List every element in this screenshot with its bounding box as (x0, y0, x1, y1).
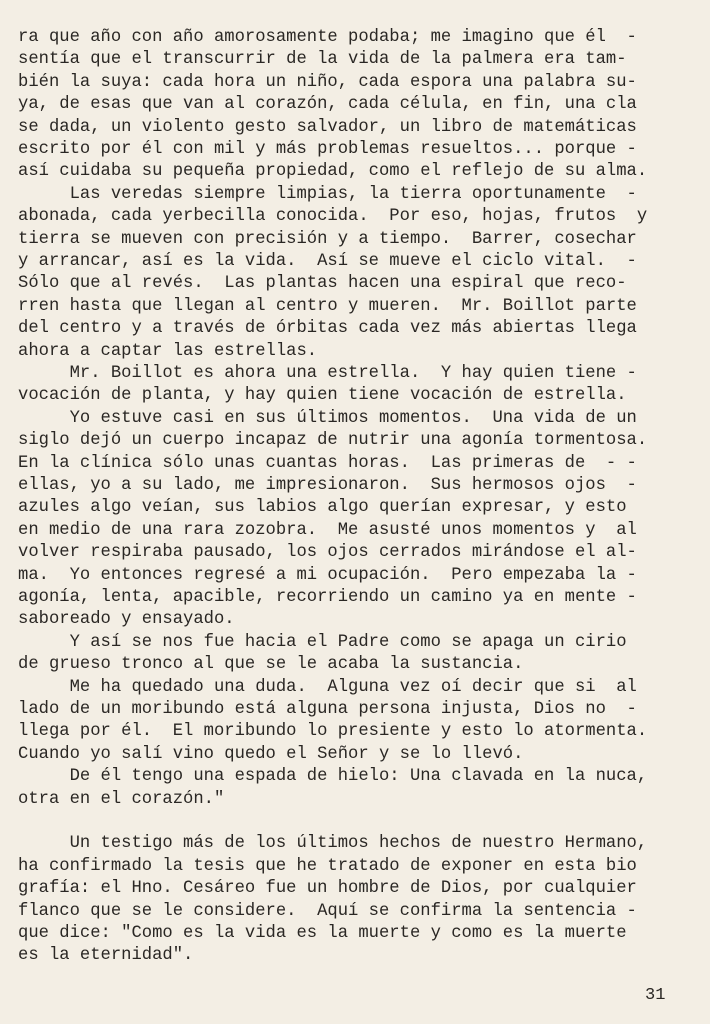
text-line: ma. Yo entonces regresé a mi ocupación. Pero empezaba la - (18, 565, 637, 585)
text-line: de grueso tronco al que se le acaba la sustancia. (18, 655, 524, 675)
text-line: Sólo que al revés. Las plantas hacen una espiral que reco- (18, 274, 627, 294)
text-line: ahora a captar las estrellas. (18, 341, 318, 361)
text-line: escrito por él con mil y más problemas resueltos... porque - (18, 140, 637, 159)
text-line: Yo estuve casi en sus últimos momentos. Una vida de un (18, 408, 637, 428)
text-line: Y así se nos fue hacia el Padre como se apaga un cirio (18, 632, 627, 652)
text-line: Me ha quedado una duda. Alguna vez oí decir que si al (18, 677, 637, 697)
text-line: ellas, yo a su lado, me impresionaron. Sus hermosos ojos - (18, 476, 637, 495)
text-line: ya, de esas que van al corazón, cada célula, en fin, una cla (18, 95, 637, 115)
text-line: bién la suya: cada hora un niño, cada espora una palabra su- (18, 72, 637, 92)
text-line: agonía, lenta, apacible, recorriendo un camino ya en mente - (18, 588, 637, 607)
text-line: otra en el corazón." (18, 789, 225, 809)
text-line: abonada, cada yerbecilla conocida. Por eso, hojas, frutos y (18, 207, 648, 227)
text-line: que dice: "Como es la vida es la muerte y como es la muerte (18, 924, 627, 943)
text-line: así cuidaba su pequeña propiedad, como el reflejo de su alma. (18, 162, 648, 182)
text-line: del centro y a través de órbitas cada vez más abiertas llega (18, 319, 637, 339)
text-line: En la clínica sólo unas cuantas horas. Las primeras de - - (18, 453, 637, 473)
page-number: 31 (645, 986, 666, 1005)
text-line: Mr. Boillot es ahora una estrella. Y hay quien tiene - (18, 364, 637, 383)
text-line: azules algo veían, sus labios algo querían expresar, y esto (18, 498, 627, 518)
text-line: Las veredas siempre limpias, la tierra oportunamente - (18, 184, 637, 204)
text-line: en medio de una rara zozobra. Me asusté unos momentos y al (18, 520, 637, 540)
text-line: sentía que el transcurrir de la vida de la palmera era tam- (18, 50, 627, 70)
text-line: Cuando yo salí vino quedo el Señor y se lo llevó. (18, 744, 524, 764)
text-line: flanco que se le considere. Aquí se confirma la sentencia - (18, 901, 637, 921)
text-line: tierra se mueven con precisión y a tiempo. Barrer, cosechar (18, 229, 637, 249)
text-line: rren hasta que llegan al centro y mueren. Mr. Boillot parte (18, 296, 637, 316)
text-line: saboreado y ensayado. (18, 610, 235, 630)
text-line: se dada, un violento gesto salvador, un libro de matemáticas (18, 117, 637, 137)
text-line: llega por él. El moribundo lo presiente y esto lo atormenta. (18, 722, 648, 742)
text-line: grafía: el Hno. Cesáreo fue un hombre de Dios, por cualquier (18, 879, 637, 899)
text-line: De él tengo una espada de hielo: Una clavada en la nuca, (18, 767, 648, 787)
text-line: lado de un moribundo está alguna persona injusta, Dios no - (18, 700, 637, 719)
text-line: vocación de planta, y hay quien tiene vocación de estrella. (18, 386, 627, 406)
text-line: ra que año con año amorosamente podaba; me imagino que él - (18, 28, 637, 47)
text-line: ha confirmado la tesis que he tratado de exponer en esta bio (18, 856, 637, 876)
text-line: es la eternidad". (18, 946, 194, 966)
text-line: Un testigo más de los últimos hechos de nuestro Hermano, (18, 834, 648, 854)
text-line: volver respiraba pausado, los ojos cerrados mirándose el al- (18, 543, 637, 563)
text-line: siglo dejó un cuerpo incapaz de nutrir una agonía tormentosa. (18, 431, 648, 451)
text-line: y arrancar, así es la vida. Así se mueve el ciclo vital. - (18, 252, 637, 271)
